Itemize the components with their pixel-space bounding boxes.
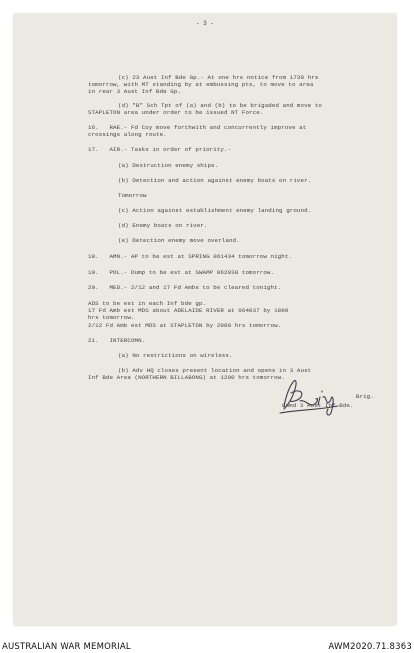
text-line: 19. POL.- Dump to be est at SWAMP 062038 tomorrow. xyxy=(88,269,275,276)
text-line: 20. MED.- 2/12 and 17 Fd Ambs to be cleared tonight. xyxy=(88,284,282,291)
text-line: (c) 23 Aust Inf Bde Gp.- At one hrs notice from 1730 hrs xyxy=(118,74,319,81)
text-line: 2/12 Fd Amb est MDS at STAPLETON by 2000 hrs tomorrow. xyxy=(88,322,282,329)
page-number: - 3 - xyxy=(195,20,214,27)
text-line: in rear 3 Aust Inf Bde Gp. xyxy=(88,88,182,95)
signature-rank: Brig. xyxy=(356,393,374,400)
text-line: tomorrow, with MT standing by at embussing pts, to move to area xyxy=(88,81,314,88)
text-line: 18. AMN.- AP to be est at SPRING 061434 tomorrow night. xyxy=(88,253,292,260)
handwritten-signature xyxy=(276,375,348,419)
footer-bar xyxy=(0,640,414,653)
text-line: hrs tomorrow. xyxy=(88,314,135,321)
text-line: (e) Detection enemy move overland. xyxy=(118,237,240,244)
document-page xyxy=(14,14,396,625)
text-line: 17. AIR.- Tasks in order of priority.- xyxy=(88,146,232,153)
text-line: (c) Action against establishment enemy landing ground. xyxy=(118,207,312,214)
text-line: ADS to be est in each Inf bde gp. xyxy=(88,300,207,307)
text-line: (b) Detection and action against enemy boats on river. xyxy=(118,177,312,184)
text-line: (a) No restrictions on wireless. xyxy=(118,352,233,359)
text-line: (d) "B" Sch Tpt of (a) and (b) to be brigaded and move to xyxy=(118,102,322,109)
text-line: (a) Destruction enemy ships. xyxy=(118,162,219,169)
text-line: 17 Fd Amb est MDS about ADELAIDE RIVER at 064037 by 1800 xyxy=(88,307,289,314)
footer-source: AUSTRALIAN WAR MEMORIAL xyxy=(2,642,131,652)
text-line: 21. INTERCOMN. xyxy=(88,337,146,344)
text-line: Inf Bde Area (NORTHERN BILLABONG) at 1200 hrs tomorrow. xyxy=(88,374,285,381)
text-line: STAPLETON area under order to be issued NT Force. xyxy=(88,109,264,116)
footer-accession-id: AWM2020.71.8363 xyxy=(328,642,412,652)
text-line: Tomorrow xyxy=(118,192,147,199)
text-line: 16. RAE.- Fd Coy move forthwith and concurrently improve at xyxy=(88,124,307,131)
text-line: (d) Enemy boats on river. xyxy=(118,222,208,229)
text-line: (b) Adv HQ closes present location and opens in 3 Aust xyxy=(118,367,312,374)
text-line: crossings along route. xyxy=(88,131,167,138)
signature-title: Comd 3 Aust Inf Bde. xyxy=(282,402,354,409)
